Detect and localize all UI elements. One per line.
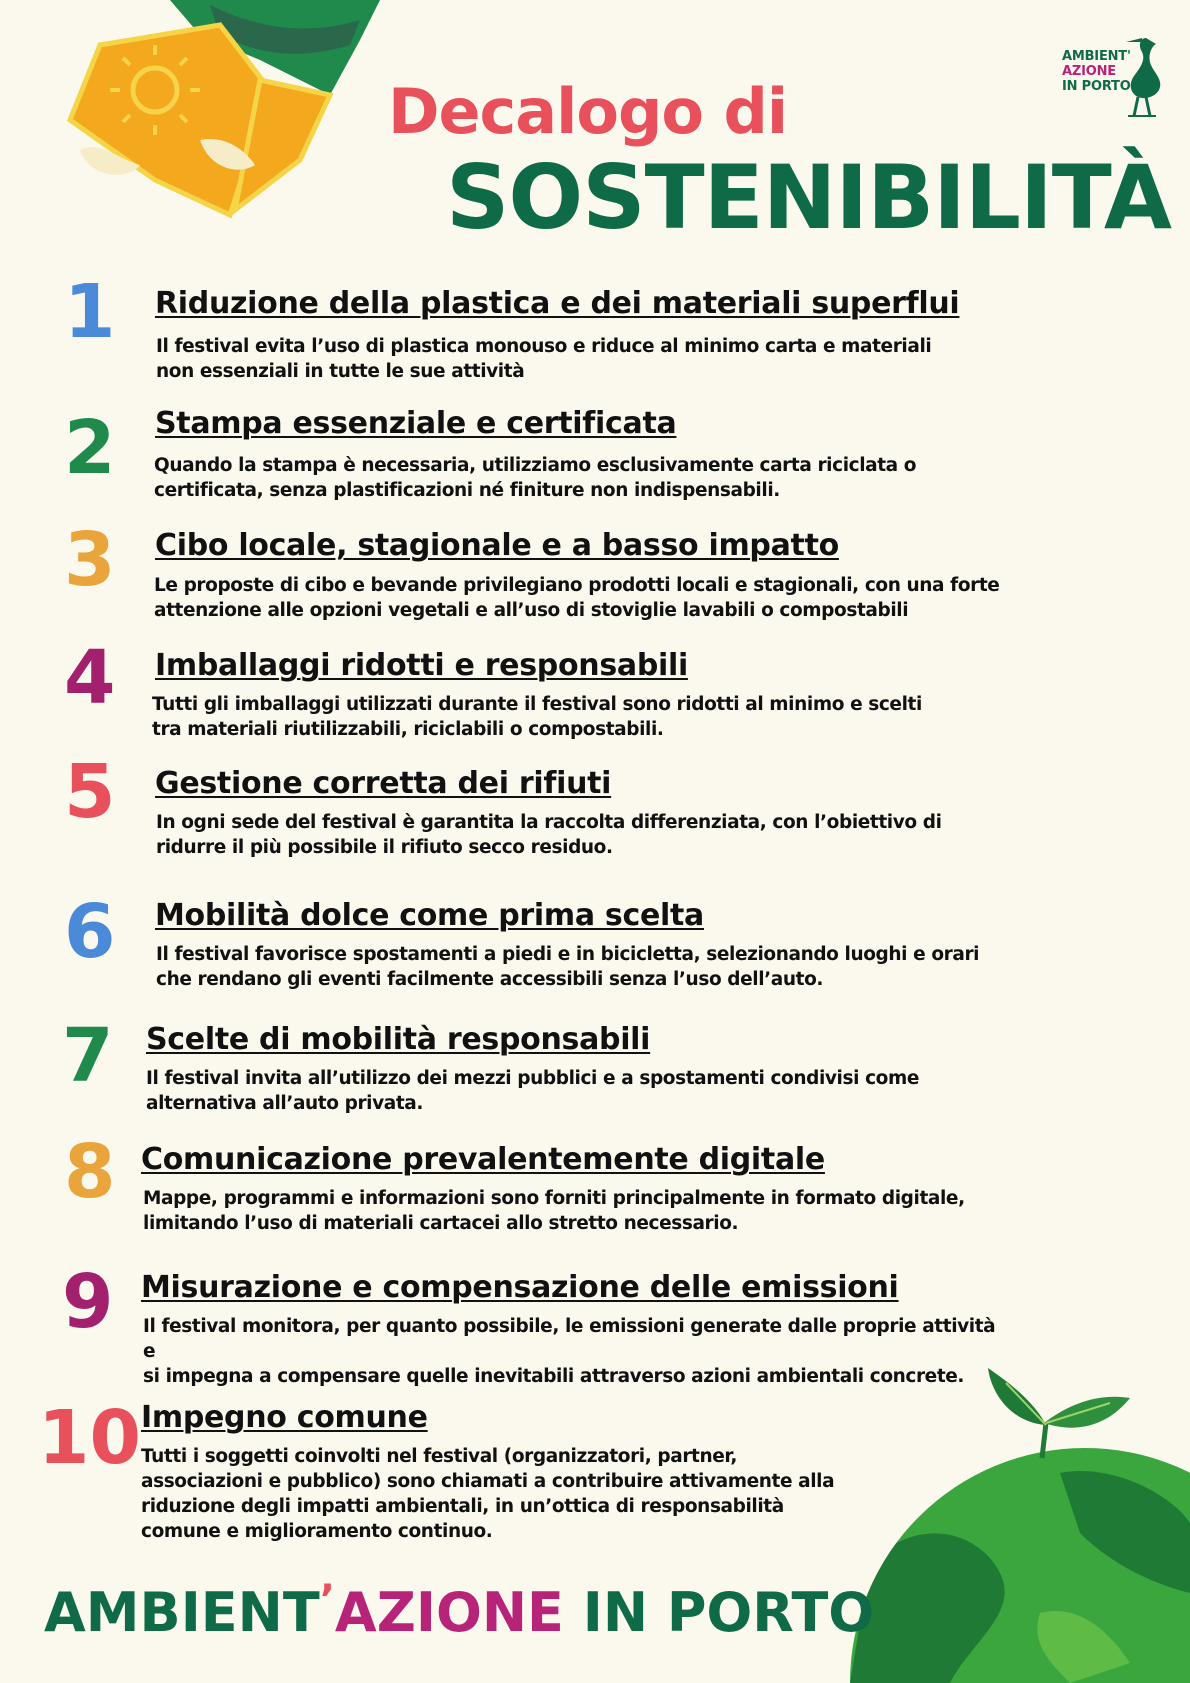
item-title: Scelte di mobilità responsabili [146,1022,651,1057]
item-title: Imballaggi ridotti e responsabili [155,648,688,683]
item-text: Quando la stampa è necessaria, utilizziamo esclusivamente carta riciclata o certificata, senza plastificazioni né finiture non indispensabili. [154,455,917,501]
item-text: Tutti i soggetti coinvolti nel festival (organizzatori, partner, associazioni e pubblico) sono chiamati a contribuire attivamente alla riduzione degli impatti ambientali, in un’ottica di responsabilità comune e miglioramento continuo. [141,1446,835,1542]
item-number: 6 [64,889,116,975]
logo-line-1: AMBIENT' [1062,49,1131,64]
item-title: Gestione corretta dei rifiuti [155,766,612,801]
sun-flag-illustration [60,0,420,240]
item-title: Misurazione e compensazione delle emissioni [141,1270,899,1305]
heron-logo-icon [1112,34,1172,118]
footer-part-1: AMBIENT [44,1581,320,1644]
item-text: Il festival invita all’utilizzo dei mezzi pubblici e a spostamenti condivisi come alternativa all’auto privata. [146,1068,919,1114]
item-title: Comunicazione prevalentemente digitale [141,1142,825,1177]
item-text: Il festival monitora, per quanto possibile, le emissioni generate dalle proprie attività e si impegna a compensare quelle inevitabili attraverso azioni ambientali concrete. [143,1316,996,1387]
item-text: Tutti gli imballaggi utilizzati durante il festival sono ridotti al minimo e scelti tra materiali riutilizzabili, riciclabili o compostabili. [152,694,922,740]
footer-part-3: IN PORTO [563,1581,875,1644]
item-title: Cibo locale, stagionale e a basso impatto [155,528,839,563]
item-title: Stampa essenziale e certificata [155,406,677,441]
item-text: Il festival favorisce spostamenti a piedi e in bicicletta, selezionando luoghi e orari che rendano gli eventi facilmente accessibili senza l’uso dell’auto. [156,944,980,990]
item-title: Impegno comune [141,1400,428,1435]
item-number: 1 [64,269,116,355]
item-number: 2 [64,405,116,491]
item-title: Mobilità dolce come prima scelta [155,898,704,933]
footer-part-2: AZIONE [334,1581,564,1644]
footer-wordmark [44,1578,874,1653]
item-number: 5 [64,749,116,835]
logo-line-3: IN PORTO [1062,79,1131,94]
title-line-2: SOSTENIBILITÀ [446,146,1172,249]
item-number: 7 [62,1013,114,1099]
brand-logo [1062,34,1172,118]
item-title: Riduzione della plastica e dei materiali superflui [155,286,960,321]
item-number: 4 [64,635,116,721]
item-text: Le proposte di cibo e bevande privilegiano prodotti locali e stagionali, con una forte attenzione alle opzioni vegetali e all’uso di stoviglie lavabili o compostabili [154,575,1000,621]
item-text: Il festival evita l’uso di plastica monouso e riduce al minimo carta e materiali non essenziali in tutte le sue attività [156,336,932,382]
title-line-1: Decalogo di [388,75,788,148]
footer-apostrophe: ’ [319,1577,335,1623]
item-number: 3 [64,517,116,603]
item-number: 10 [38,1395,141,1481]
item-text: In ogni sede del festival è garantita la raccolta differenziata, con l’obiettivo di ridurre il più possibile il rifiuto secco residuo. [156,812,942,858]
item-text: Mappe, programmi e informazioni sono forniti principalmente in formato digitale, limitando l’uso di materiali cartacei allo stretto necessario. [143,1188,965,1234]
item-number: 9 [62,1259,114,1345]
item-number: 8 [64,1129,116,1215]
logo-line-2: AZIONE [1062,64,1116,79]
